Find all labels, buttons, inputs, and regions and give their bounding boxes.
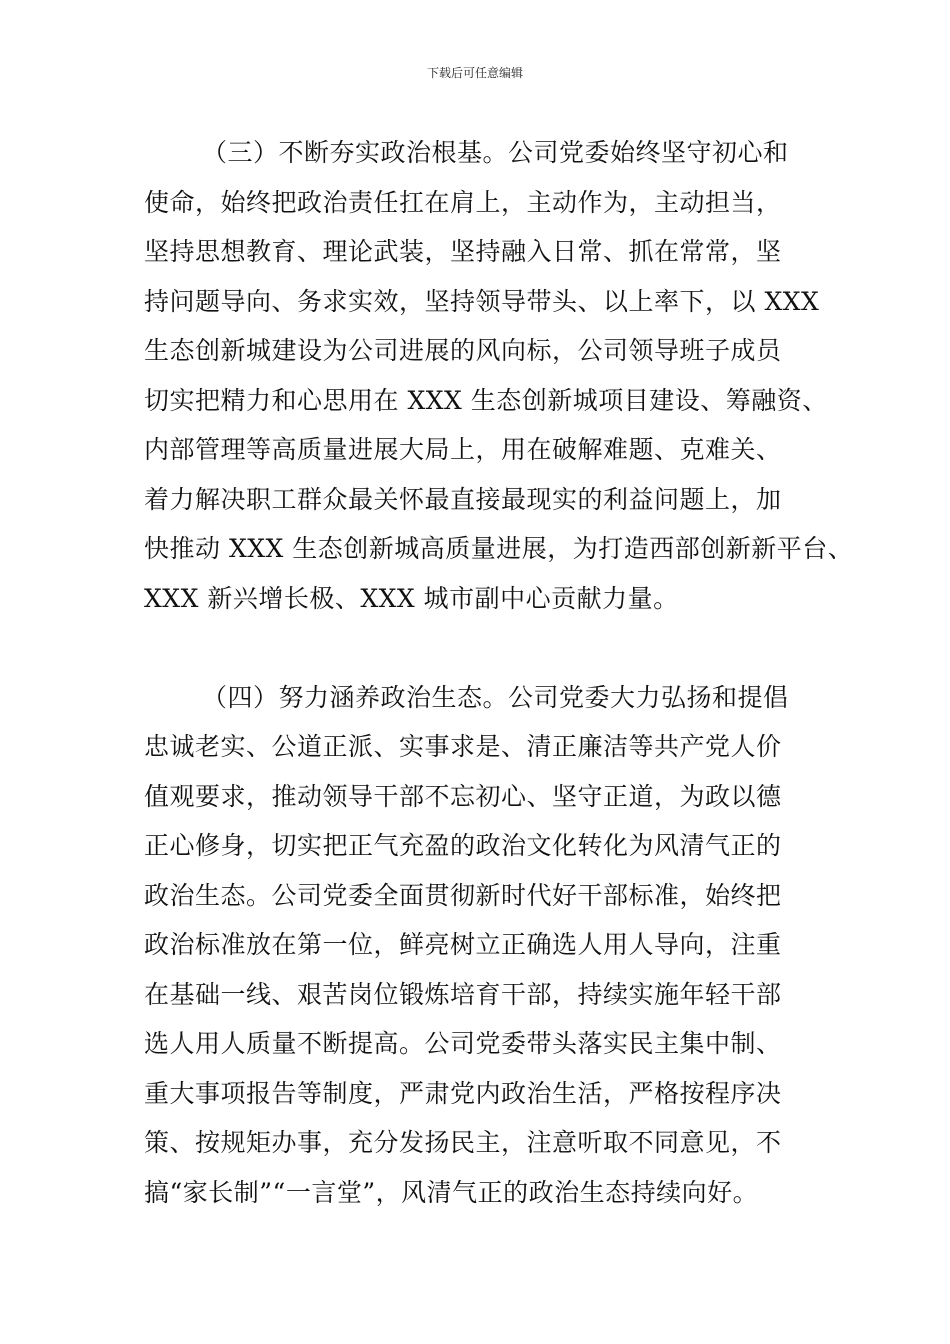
- paragraph-spacer: [144, 623, 844, 673]
- document-body: [144, 128, 854, 1217]
- text-line: 着力解决职工群众最关怀最直接最现实的利益问题上，加: [144, 484, 782, 514]
- text-line: 值观要求，推动领导干部不忘初心、坚守正道，为政以德: [144, 781, 782, 811]
- text-line: 在基础一线、艰苦岗位锻炼培育干部，持续实施年轻干部: [144, 979, 782, 1009]
- text-line: XXX 新兴增长极、XXX 城市副中心贡献力量。: [144, 583, 679, 613]
- paragraph-section-4: [144, 673, 844, 1218]
- text-line: 选人用人质量不断提高。公司党委带头落实民主集中制、: [144, 1029, 782, 1058]
- text-line: 忠诚老实、公道正派、实事求是、清正廉洁等共产党人价: [144, 732, 782, 761]
- text-line: 使命，始终把政治责任扛在肩上，主动作为，主动担当，: [144, 187, 782, 217]
- text-line: （四）努力涵养政治生态。公司党委大力弘扬和提倡: [202, 682, 789, 712]
- text-line: 政治标准放在第一位，鲜亮树立正确选人用人导向，注重: [144, 930, 782, 959]
- text-line: 搞“家长制”“一言堂”，风清气正的政治生态持续向好。: [144, 1177, 759, 1207]
- text-line: 内部管理等高质量进展大局上，用在破解难题、克难关、: [144, 435, 782, 464]
- text-line: （三）不断夯实政治根基。公司党委始终坚守初心和: [202, 138, 789, 167]
- text-line: 快推动 XXX 生态创新城高质量进展，为打造西部创新新平台、: [144, 534, 854, 563]
- page-header: 下载后可任意编辑: [426, 66, 523, 80]
- text-line: 坚持思想教育、理论武装，坚持融入日常、抓在常常，坚: [144, 237, 782, 266]
- paragraph-section-3: [144, 128, 854, 623]
- text-line: 生态创新城建设为公司进展的风向标，公司领导班子成员: [144, 336, 782, 365]
- text-line: 正心修身，切实把正气充盈的政治文化转化为风清气正的: [144, 831, 782, 860]
- text-line: 重大事项报告等制度，严肃党内政治生活，严格按程序决: [144, 1078, 782, 1108]
- text-line: 策、按规矩办事，充分发扬民主，注意听取不同意见，不: [144, 1128, 782, 1157]
- text-line: 切实把精力和心思用在 XXX 生态创新城项目建设、筹融资、: [144, 385, 828, 415]
- text-line: 持问题导向、务求实效，坚持领导带头、以上率下，以 XXX: [144, 286, 820, 316]
- text-line: 政治生态。公司党委全面贯彻新时代好干部标准，始终把: [144, 880, 782, 910]
